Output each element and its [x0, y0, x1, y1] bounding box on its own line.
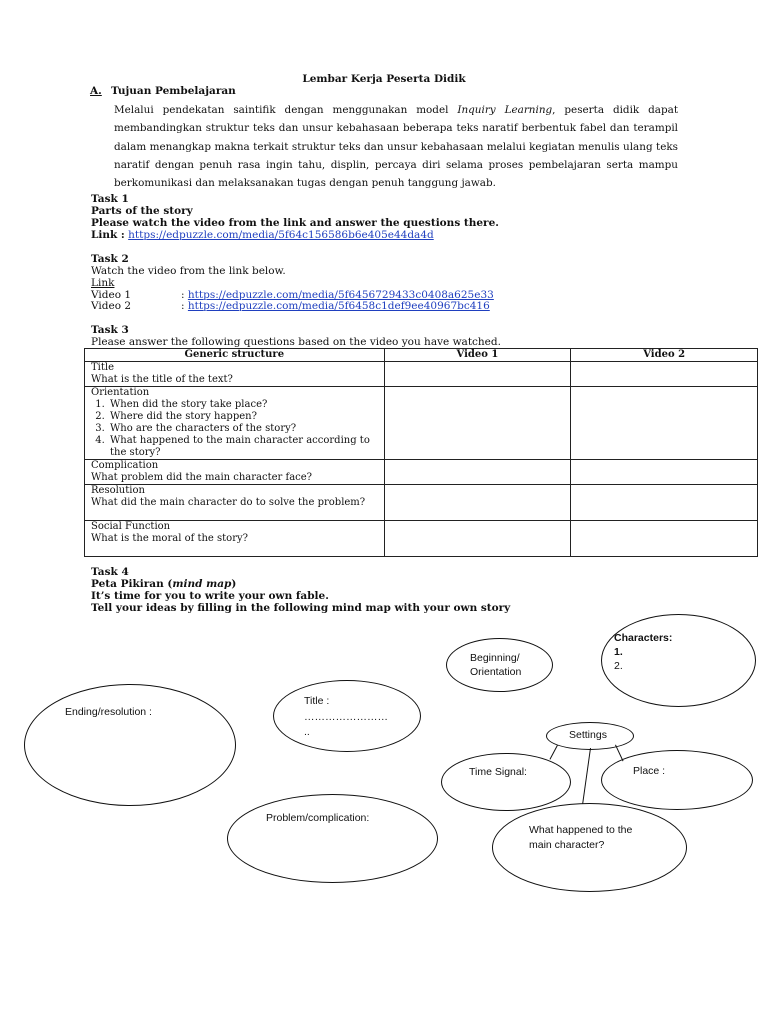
task4-heading: Task 4 [91, 566, 129, 578]
task2-heading: Task 2 [91, 253, 129, 265]
row-title-cell [85, 362, 385, 387]
table-row [85, 460, 758, 485]
section-a-letter [90, 85, 102, 97]
row-social-function-label: Social Function [91, 521, 171, 532]
answer-cell[interactable] [571, 387, 758, 460]
answer-cell[interactable] [384, 521, 571, 557]
problem-complication-bubble[interactable] [227, 794, 438, 883]
task2-instruction: Watch the video from the link below. [91, 265, 286, 277]
header-video-2: Video 2 [571, 349, 758, 362]
task1-subheading: Parts of the story [91, 205, 193, 217]
row-resolution-cell [85, 485, 385, 521]
row-social-function-question: What is the moral of the story? [91, 533, 248, 544]
table-row [85, 387, 758, 460]
generic-structure-table [84, 348, 758, 557]
page-title: Lembar Kerja Peserta Didik [302, 73, 466, 85]
row-resolution-question: What did the main character do to solve the problem? [91, 497, 366, 508]
row-title-label: Title [91, 362, 115, 373]
beginning-line1: Beginning/ [470, 652, 520, 664]
header-generic-structure: Generic structure [85, 349, 385, 362]
video2-label: Video 2 [91, 300, 132, 312]
table-row [85, 485, 758, 521]
characters-item-1: 1. [614, 646, 623, 658]
answer-cell[interactable] [571, 362, 758, 387]
problem-complication-label: Problem/complication: [266, 812, 370, 824]
orientation-question-list [91, 399, 378, 459]
task2-link-label: Link [91, 277, 115, 289]
orientation-question: 3. Who are the characters of the story? [108, 423, 378, 435]
beginning-line2: Orientation [470, 666, 522, 678]
video1-link[interactable]: https://edpuzzle.com/media/5f6456729433c0408a625e33 [187, 289, 494, 301]
section-a-letter-text: A. [90, 85, 102, 97]
row-complication-question: What problem did the main character face? [91, 472, 313, 483]
place-bubble[interactable] [601, 750, 753, 810]
place-label: Place : [633, 765, 666, 777]
what-happened-line1: What happened to the [529, 824, 633, 836]
header-video-1: Video 1 [384, 349, 571, 362]
title-bubble-dots1: …………………… [304, 711, 388, 723]
video1-sep: : [181, 289, 185, 301]
task4-sub-start: Peta Pikiran ( [91, 578, 173, 590]
task1-link-line [91, 229, 434, 241]
task4-subheading [91, 578, 236, 590]
row-orientation-cell [85, 387, 385, 460]
row-complication-label: Complication [91, 460, 159, 471]
task4-line2: Tell your ideas by filling in the following mind map with your own story [91, 602, 511, 614]
video2-link[interactable]: https://edpuzzle.com/media/5f6458c1def9ee40967bc416 [187, 300, 490, 312]
connector-line [582, 748, 591, 804]
characters-item-2: 2. [614, 660, 623, 672]
row-title-question: What is the title of the text? [91, 374, 233, 385]
answer-cell[interactable] [384, 460, 571, 485]
task3-instruction: Please answer the following questions based on the video you have watched. [91, 336, 501, 348]
orientation-question: 1. When did the story take place? [108, 399, 378, 411]
row-social-function-cell [85, 521, 385, 557]
para-start: Melalui pendekatan saintifik dengan menggunakan model [114, 104, 458, 116]
task4-sub-end: ) [231, 578, 237, 590]
task1-link-label: Link : [91, 229, 125, 241]
video2-sep: : [181, 300, 185, 312]
characters-label: Characters: [614, 632, 673, 644]
answer-cell[interactable] [571, 521, 758, 557]
answer-cell[interactable] [571, 460, 758, 485]
row-orientation-label: Orientation [91, 387, 150, 398]
title-bubble-dots2: .. [304, 726, 310, 738]
table-row [85, 362, 758, 387]
ending-resolution-bubble[interactable] [24, 684, 236, 806]
connector-line [549, 745, 557, 760]
row-complication-cell [85, 460, 385, 485]
para-end: , peserta didik dapat membandingkan struktur teks dan unsur kebahasaan beberapa teks naratif berbentuk fabel dan terampil dalam menangkap makna terkait struktur teks dan unsur kebahasaan melalui kegiatan menulis ulang teks naratif dengan penuh rasa ingin tahu, displin, percaya diri selama proses pembelajaran serta mampu berkomunikasi dan melaksanakan tugas dengan penuh tanggung jawab. [114, 104, 678, 190]
video1-label: Video 1 [91, 289, 132, 301]
orientation-question: 4. What happened to the main character according to the story? [108, 435, 378, 459]
task4-line1: It’s time for you to write your own fable. [91, 590, 329, 602]
section-a-heading: Tujuan Pembelajaran [111, 85, 236, 97]
video2-link-line [181, 300, 490, 312]
answer-cell[interactable] [571, 485, 758, 521]
time-signal-label: Time Signal: [469, 766, 527, 778]
row-resolution-label: Resolution [91, 485, 145, 496]
table-row [85, 521, 758, 557]
characters-bubble[interactable] [601, 614, 756, 707]
task1-heading: Task 1 [91, 193, 129, 205]
task1-link[interactable]: https://edpuzzle.com/media/5f64c156586b6e405e44da4d [128, 229, 434, 241]
task4-sub-italic: mind map [172, 578, 232, 590]
para-italic: Inquiry Learning [457, 104, 553, 116]
title-bubble-label: Title : [304, 695, 330, 707]
task1-instruction: Please watch the video from the link and answer the questions there. [91, 217, 499, 229]
settings-label: Settings [569, 729, 607, 741]
answer-cell[interactable] [384, 387, 571, 460]
ending-resolution-label: Ending/resolution : [65, 706, 152, 718]
table-header-row [85, 349, 758, 362]
learning-objective-paragraph [114, 101, 678, 192]
orientation-question: 2. Where did the story happen? [108, 411, 378, 423]
task3-heading: Task 3 [91, 324, 129, 336]
answer-cell[interactable] [384, 362, 571, 387]
what-happened-line2: main character? [529, 839, 605, 851]
answer-cell[interactable] [384, 485, 571, 521]
time-signal-bubble[interactable] [441, 753, 571, 811]
